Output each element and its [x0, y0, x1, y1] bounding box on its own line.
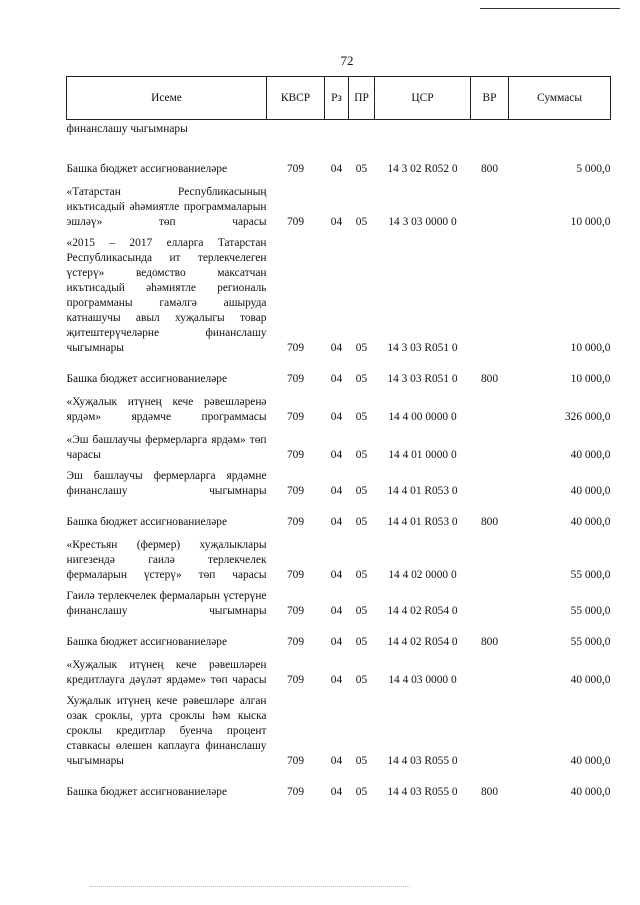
table-row: [67, 177, 611, 230]
row-csr: 14 4 01 R053 0: [387, 485, 458, 497]
row-rz: 04: [330, 636, 343, 648]
row-vr: [471, 463, 509, 499]
row-name: «Татарстан Республикасының икътисадый әһәмиятле программаларын эшләү» төп чарасы: [66, 186, 267, 228]
row-vr: 800: [480, 373, 499, 385]
row-kvsr: 709: [286, 373, 305, 385]
table-row: [67, 230, 611, 356]
row-pr: 05: [355, 674, 368, 686]
row-rz: 04: [330, 569, 343, 581]
row-csr: 14 4 02 0000 0: [388, 569, 457, 581]
row-rz: 04: [330, 449, 343, 461]
row-pr: 05: [355, 449, 368, 461]
table-row: [67, 356, 611, 387]
row-vr: [471, 230, 509, 356]
header-name: Исеме: [67, 77, 267, 120]
row-csr: 14 4 03 R055 0: [387, 786, 458, 798]
row-kvsr: 709: [286, 411, 305, 423]
table-row: [67, 769, 611, 800]
row-vr: [471, 177, 509, 230]
row-sum: 326 000,0: [564, 411, 611, 423]
row-sum: 40 000,0: [570, 485, 611, 497]
row-pr: 05: [355, 373, 368, 385]
row-name: Башка бюджет ассигнованиеләре: [66, 373, 228, 385]
row-kvsr: 709: [286, 755, 305, 767]
row-csr: 14 4 01 R053 0: [387, 516, 458, 528]
budget-table: [66, 76, 611, 800]
row-vr: [471, 387, 509, 425]
row-rz: 04: [330, 485, 343, 497]
row-sum: 40 000,0: [570, 516, 611, 528]
header-vr: ВР: [471, 77, 509, 120]
row-name: Гаилә терлекчелек фермаларын үстерүне финанслашу чыгымнары: [66, 590, 267, 617]
header-sum: Суммасы: [509, 77, 611, 120]
table-row: [67, 463, 611, 499]
row-name: Эш башлаучы фермерларга ярдәмне финанслашу чыгымнары: [66, 470, 267, 497]
row-csr: 14 4 02 R054 0: [387, 636, 458, 648]
row-kvsr: 709: [286, 786, 305, 798]
row-sum: 40 000,0: [570, 674, 611, 686]
row-pr: 05: [355, 786, 368, 798]
row-sum: 5 000,0: [576, 163, 611, 175]
row-kvsr: 709: [286, 674, 305, 686]
table-row: [67, 583, 611, 619]
header-kvsr: КВСР: [267, 77, 325, 120]
row-csr: 14 3 02 R052 0: [387, 163, 458, 175]
row-name: Хуҗалык итүнең кече рәвешләре алган озак сроклы, урта сроклы һәм кыска сроклы кредитлар буенча процент ставкасы өлешен каплауга финанслашу чыгымнары: [66, 695, 267, 767]
row-vr: 800: [480, 163, 499, 175]
row-name: Башка бюджет ассигнованиеләре: [66, 786, 228, 798]
row-vr: [471, 688, 509, 769]
top-rule: [480, 8, 620, 9]
row-rz: 04: [330, 163, 343, 175]
row-kvsr: 709: [286, 163, 305, 175]
row-vr: [471, 530, 509, 583]
table-row: [67, 137, 611, 177]
row-kvsr: 709: [286, 516, 305, 528]
row-csr: 14 3 03 R051 0: [387, 373, 458, 385]
page-number: 72: [340, 53, 354, 68]
row-name: Башка бюджет ассигнованиеләре: [66, 516, 228, 528]
table-row: [67, 387, 611, 425]
row-pr: 05: [355, 569, 368, 581]
row-sum: 10 000,0: [570, 342, 611, 354]
row-pr: 05: [355, 411, 368, 423]
row-rz: 04: [330, 411, 343, 423]
carry-row: [67, 120, 611, 138]
row-name: Башка бюджет ассигнованиеләре: [66, 636, 228, 648]
row-pr: 05: [355, 163, 368, 175]
row-csr: 14 3 03 R051 0: [387, 342, 458, 354]
carry-text: финанслашу чыгымнары: [66, 123, 188, 135]
row-csr: 14 4 02 R054 0: [387, 605, 458, 617]
row-sum: 10 000,0: [570, 216, 611, 228]
row-pr: 05: [355, 342, 368, 354]
row-sum: 55 000,0: [570, 636, 611, 648]
row-rz: 04: [330, 342, 343, 354]
row-sum: 40 000,0: [570, 786, 611, 798]
row-kvsr: 709: [286, 569, 305, 581]
row-rz: 04: [330, 216, 343, 228]
row-name: Башка бюджет ассигнованиеләре: [66, 163, 228, 175]
table-row: [67, 425, 611, 463]
row-kvsr: 709: [286, 449, 305, 461]
header-csr: ЦСР: [375, 77, 471, 120]
row-sum: 55 000,0: [570, 569, 611, 581]
row-csr: 14 3 03 0000 0: [388, 216, 457, 228]
row-name: «Хуҗалык итүнең кече рәвешләренә ярдәм» ярдәмче программасы: [66, 396, 267, 423]
row-pr: 05: [355, 516, 368, 528]
row-name: «2015 – 2017 елларга Татарстан Республикасында ит терлекчелеген үстерү» ведомство максатчан икътисадый әһәмиятле региональ программаны гамәлгә ашыруда катнашучы авыл хуҗалыгы товар җитештерүчеләрне финанслашу чыгымнары: [66, 237, 267, 354]
row-kvsr: 709: [286, 636, 305, 648]
row-kvsr: 709: [286, 605, 305, 617]
row-rz: 04: [330, 755, 343, 767]
header-pr: ПР: [349, 77, 375, 120]
row-name: «Крестьян (фермер) хуҗалыклары нигезендә гаилә терлекчелек фермаларын үстерү» төп чарасы: [66, 539, 267, 581]
row-pr: 05: [355, 755, 368, 767]
row-vr: [471, 650, 509, 688]
row-vr: 800: [480, 516, 499, 528]
row-rz: 04: [330, 605, 343, 617]
row-rz: 04: [330, 373, 343, 385]
table-row: [67, 619, 611, 650]
row-vr: [471, 583, 509, 619]
table-row: [67, 650, 611, 688]
row-kvsr: 709: [286, 216, 305, 228]
row-sum: 40 000,0: [570, 755, 611, 767]
row-kvsr: 709: [286, 342, 305, 354]
row-sum: 10 000,0: [570, 373, 611, 385]
row-pr: 05: [355, 216, 368, 228]
row-rz: 04: [330, 786, 343, 798]
table-header-row: [67, 77, 611, 120]
row-kvsr: 709: [286, 485, 305, 497]
row-name: «Эш башлаучы фермерларга ярдәм» төп чарасы: [66, 434, 267, 461]
row-vr: [471, 425, 509, 463]
row-csr: 14 4 00 0000 0: [388, 411, 457, 423]
header-rz: Рз: [325, 77, 349, 120]
table-row: [67, 499, 611, 530]
row-vr: 800: [480, 786, 499, 798]
row-sum: 55 000,0: [570, 605, 611, 617]
scan-artifact: [90, 886, 410, 888]
row-rz: 04: [330, 674, 343, 686]
row-sum: 40 000,0: [570, 449, 611, 461]
row-pr: 05: [355, 636, 368, 648]
table-row: [67, 530, 611, 583]
row-pr: 05: [355, 485, 368, 497]
row-vr: 800: [480, 636, 499, 648]
row-name: «Хуҗалык итүнең кече рәвешләрен кредитлауга дәүләт ярдәме» төп чарасы: [66, 659, 267, 686]
row-csr: 14 4 03 R055 0: [387, 755, 458, 767]
row-rz: 04: [330, 516, 343, 528]
row-pr: 05: [355, 605, 368, 617]
row-csr: 14 4 03 0000 0: [388, 674, 457, 686]
row-csr: 14 4 01 0000 0: [388, 449, 457, 461]
table-row: [67, 688, 611, 769]
